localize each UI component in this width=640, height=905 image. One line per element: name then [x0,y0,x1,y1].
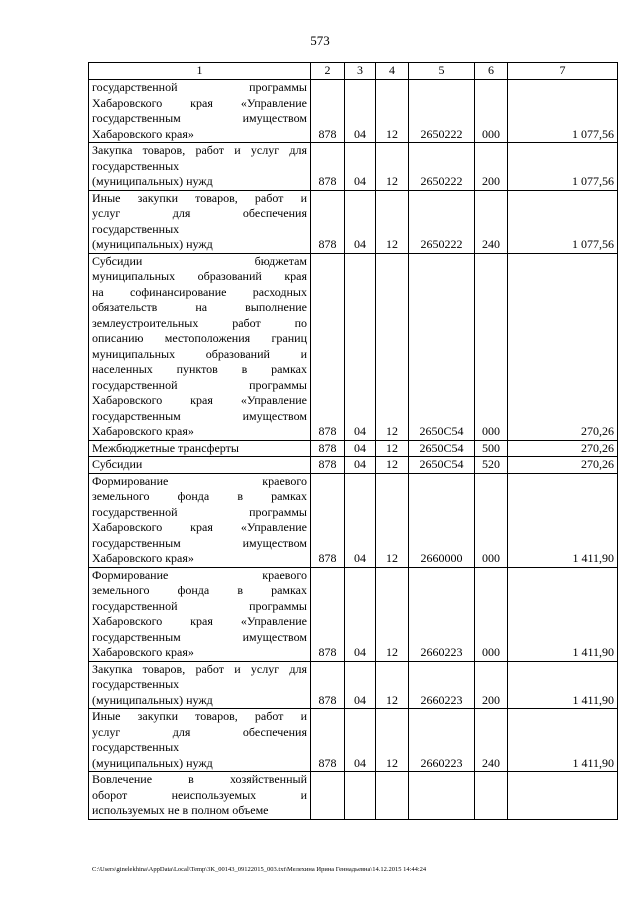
row-name-line: услуг для обеспечения [92,724,307,739]
section-code-cell: 04 [345,473,376,567]
expense-type-cell: 000 [475,253,508,440]
row-name-line: государственным имуществом [92,629,307,644]
subsection-code-cell: 12 [376,143,409,191]
row-name-cell [89,567,311,661]
ministry-code-cell: 878 [311,253,345,440]
subsection-code-cell: 12 [376,190,409,253]
column-header: 2 [311,63,345,80]
column-header: 3 [345,63,376,80]
row-name-line: государственной программы [92,377,307,392]
expense-type-cell [475,772,508,820]
amount-cell: 270,26 [508,457,618,474]
row-name-cell [89,473,311,567]
row-name-cell [89,253,311,440]
target-article-cell [409,772,475,820]
row-name-line: Субсидии бюджетам [92,253,307,268]
table-row [89,473,618,567]
target-article-cell: 2660223 [409,567,475,661]
expense-type-cell: 000 [475,473,508,567]
row-name-line: обязательств на выполнение [92,300,307,314]
amount-cell [508,772,618,820]
expense-type-cell: 200 [475,661,508,709]
ministry-code-cell [311,772,345,820]
row-name-cell [89,772,311,820]
section-code-cell: 04 [345,661,376,709]
row-name-line: (муниципальных) нужд [92,237,213,251]
row-name-line: на софинансирование расходных [92,284,307,299]
row-name-cell [89,709,311,772]
subsection-code-cell: 12 [376,661,409,709]
row-name-line: земельного фонда в рамках [92,489,307,503]
row-name-line: (муниципальных) нужд [92,755,213,770]
table-row [89,253,618,440]
expense-type-cell: 240 [475,709,508,772]
ministry-code-cell: 878 [311,473,345,567]
row-name-line: Вовлечение в хозяйственный [92,772,307,786]
row-name-cell [89,80,311,143]
target-article-cell: 2660000 [409,473,475,567]
row-name-line: используемых не в полном объеме [92,803,269,817]
target-article-cell: 2650С54 [409,253,475,440]
row-name-line: земельного фонда в рамках [92,583,307,597]
target-article-cell: 2650222 [409,190,475,253]
page-number: 573 [310,33,330,48]
row-name-line: оборот неиспользуемых и [92,787,307,802]
row-name-cell [89,457,311,474]
row-name-cell [89,143,311,191]
ministry-code-cell: 878 [311,143,345,191]
row-name-line: государственным имуществом [92,408,307,423]
ministry-code-cell: 878 [311,567,345,661]
ministry-code-cell: 878 [311,709,345,772]
row-name-line: Формирование краевого [92,567,307,582]
row-name-line: услуг для обеспечения [92,206,307,220]
row-name-line: Хабаровского края «Управление [92,393,307,407]
target-article-cell: 2650222 [409,80,475,143]
row-name-line: Субсидии [92,457,143,471]
table-row [89,80,618,143]
row-name-line: Хабаровского края «Управление [92,614,307,628]
row-name-line: Хабаровского края» [92,126,194,141]
amount-cell: 1 411,90 [508,567,618,661]
amount-cell: 1 077,56 [508,80,618,143]
table-row [89,772,618,820]
row-name-line: населенных пунктов в рамках [92,362,307,376]
table-row [89,143,618,191]
section-code-cell: 04 [345,457,376,474]
target-article-cell: 2660223 [409,709,475,772]
ministry-code-cell: 878 [311,190,345,253]
table-row [89,457,618,474]
section-code-cell: 04 [345,709,376,772]
amount-cell: 1 411,90 [508,473,618,567]
row-name-line: муниципальных образований края [92,269,307,283]
row-name-line: государственной программы [92,80,307,94]
row-name-line: (муниципальных) нужд [92,692,213,707]
subsection-code-cell: 12 [376,80,409,143]
column-header: 5 [409,63,475,80]
target-article-cell: 2660223 [409,661,475,709]
section-code-cell: 04 [345,567,376,661]
row-name-line: государственных [92,677,180,691]
expense-type-cell: 500 [475,440,508,457]
section-code-cell: 04 [345,440,376,457]
row-name-line: описанию местоположения границ [92,331,307,345]
subsection-code-cell: 12 [376,473,409,567]
column-header: 7 [508,63,618,80]
table-header-row [89,63,618,80]
row-name-line: Иные закупки товаров, работ и [92,190,307,205]
subsection-code-cell: 12 [376,567,409,661]
section-code-cell: 04 [345,80,376,143]
subsection-code-cell: 12 [376,253,409,440]
row-name-line: Межбюджетные трансферты [92,440,239,455]
ministry-code-cell: 878 [311,440,345,457]
row-name-line: Хабаровского края» [92,645,194,659]
column-header: 4 [376,63,409,80]
row-name-line: (муниципальных) нужд [92,174,213,188]
section-code-cell: 04 [345,253,376,440]
expense-type-cell: 240 [475,190,508,253]
column-header: 1 [89,63,311,80]
amount-cell: 1 077,56 [508,143,618,191]
ministry-code-cell: 878 [311,80,345,143]
ministry-code-cell: 878 [311,661,345,709]
row-name-line: государственным имуществом [92,111,307,125]
row-name-cell [89,661,311,709]
row-name-line: государственным имуществом [92,535,307,550]
target-article-cell: 2650С54 [409,440,475,457]
row-name-line: Хабаровского края» [92,424,194,438]
amount-cell: 270,26 [508,253,618,440]
table-row [89,567,618,661]
row-name-line: Закупка товаров, работ и услуг для [92,661,307,676]
subsection-code-cell [376,772,409,820]
amount-cell: 1 411,90 [508,661,618,709]
row-name-line: землеустроительных работ по [92,315,307,330]
section-code-cell [345,772,376,820]
subsection-code-cell: 12 [376,709,409,772]
row-name-line: Хабаровского края» [92,551,194,565]
section-code-cell: 04 [345,143,376,191]
row-name-line: Хабаровского края «Управление [92,520,307,534]
budget-table [88,62,618,820]
row-name-cell [89,440,311,457]
table-row [89,661,618,709]
row-name-line: государственных [92,221,180,236]
row-name-line: Закупка товаров, работ и услуг для [92,143,307,157]
amount-cell: 1 077,56 [508,190,618,253]
section-code-cell: 04 [345,190,376,253]
row-name-line: государственной программы [92,504,307,519]
table-row [89,709,618,772]
amount-cell: 1 411,90 [508,709,618,772]
row-name-line: государственных [92,158,180,173]
subsection-code-cell: 12 [376,457,409,474]
target-article-cell: 2650222 [409,143,475,191]
expense-type-cell: 000 [475,567,508,661]
target-article-cell: 2650С54 [409,457,475,474]
file-path-footer: C:\Users\ginelekhina\AppData\Local\Temp\3K_00143_09122015_003.txt\Мелехина Ирина Геннадьевна\14.12.2015 14:44:24 [92,866,427,873]
row-name-line: государственной программы [92,598,307,613]
expense-type-cell: 200 [475,143,508,191]
row-name-line: государственных [92,740,180,754]
table-body [89,80,618,820]
amount-cell: 270,26 [508,440,618,457]
expense-type-cell: 000 [475,80,508,143]
column-header: 6 [475,63,508,80]
row-name-line: Иные закупки товаров, работ и [92,709,307,723]
ministry-code-cell: 878 [311,457,345,474]
table-row [89,190,618,253]
expense-type-cell: 520 [475,457,508,474]
subsection-code-cell: 12 [376,440,409,457]
table-row [89,440,618,457]
row-name-line: Формирование краевого [92,473,307,488]
row-name-cell [89,190,311,253]
row-name-line: Хабаровского края «Управление [92,95,307,110]
row-name-line: муниципальных образований и [92,346,307,361]
